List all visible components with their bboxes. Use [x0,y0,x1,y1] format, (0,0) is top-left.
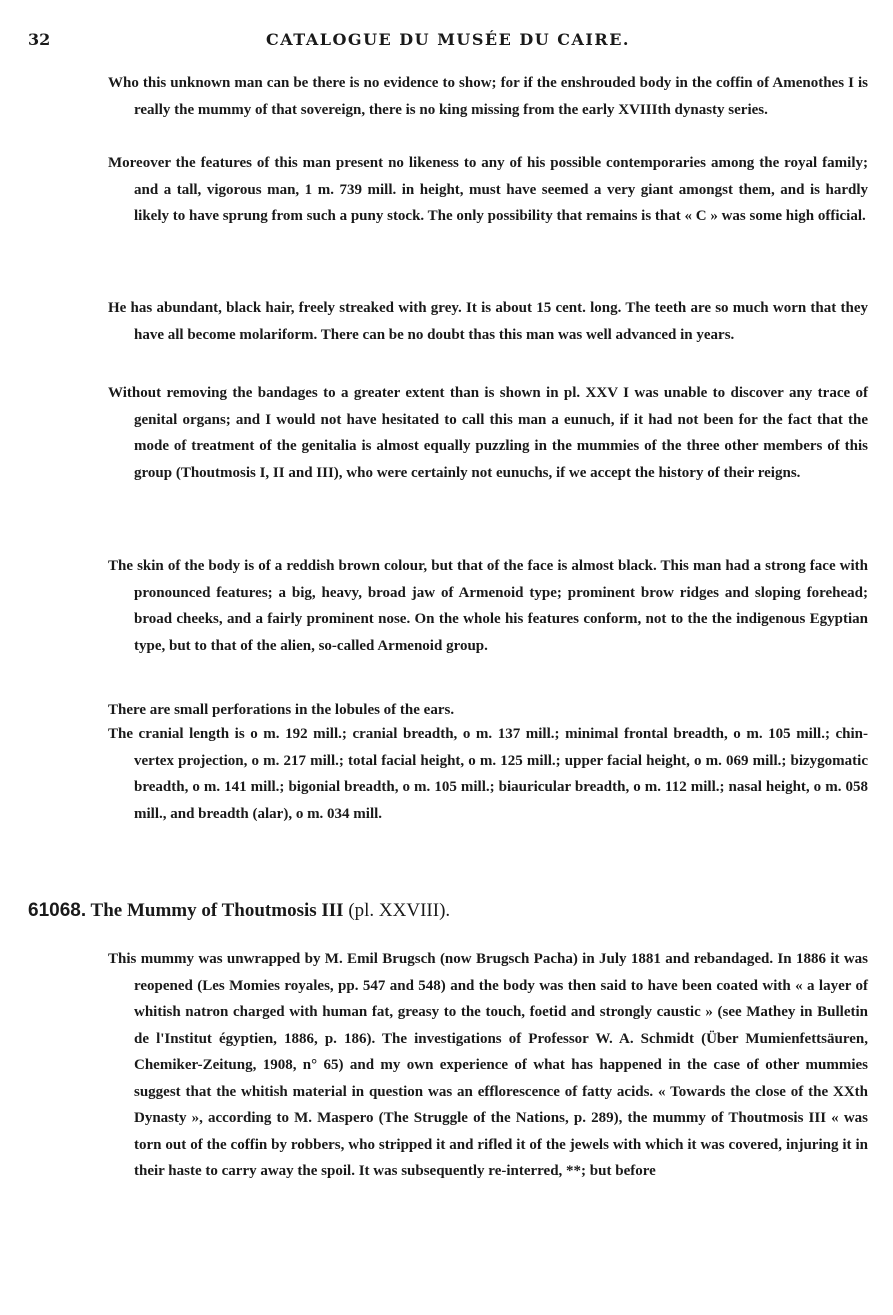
paragraph-skin-face: The skin of the body is of a reddish brown colour, but that of the face is almost black. This man had a strong face with pronounced features; a big, heavy, broad jaw of Armenoid type; prominent brow ridges and sloping forehead; broad cheeks, and a fairly prominent nose. On the whole his features conform, not to the the indigenous Egyptian type, but to that of the alien, so-called Armenoid group. [108,558,868,654]
paragraph-hair-teeth: He has abundant, black hair, freely streaked with grey. It is about 15 cent. long. The teeth are so much worn that they have all become molariform. There can be no doubt thas this man was well advanced in years. [108,300,868,343]
entry-plate-reference: (pl. XXVIII). [348,900,451,921]
entry-heading [28,900,450,922]
paragraph-features: Moreover the features of this man present no likeness to any of his possible contemporaries among the royal family; and a tall, vigorous man, 1 m. 739 mill. in height, must have seemed a very giant amongst them, and is hardly likely to have sprung from such a puny stock. The only possibility that remains is that « C » was some high official. [108,155,868,224]
paragraph-thoutmosis-iii: This mummy was unwrapped by M. Emil Brugsch (now Brugsch Pacha) in July 1881 and rebandaged. In 1886 it was reopened (Les Momies royales, pp. 547 and 548) and the body was then said to have been coated with « a layer of whitish natron charged with human fat, greasy to the touch, foetid and strongly caustic » (see Mathey in Bulletin de l'Institut égyptien, 1886, p. 186). The investigations of Professor W. A. Schmidt (Über Mumienfettsäuren, Chemiker-Zeitung, 1908, n° 65) and my own experience of what has happened in the case of other mummies suggest that the whitish material in question was an efflorescence of fatty acids. « Towards the close of the XXth Dynasty », according to M. Maspero (The Struggle of the Nations, p. 289), the mummy of Thoutmosis III « was torn out of the coffin by robbers, who stripped it and rifled it of the jewels with which it was covered, injuring it in their haste to carry away the spoil. It was subsequently re-interred, **; but before [108,951,868,1179]
running-title: CATALOGUE DU MUSÉE DU CAIRE. [266,30,630,49]
page-number: 32 [28,30,51,49]
paragraph-ear-perforations: There are small perforations in the lobules of the ears. [108,702,455,718]
paragraph-identity: Who this unknown man can be there is no evidence to show; for if the enshrouded body in the coffin of Amenothes I is really the mummy of that sovereign, there is no king missing from the early XVIIIth dynasty series. [108,75,868,118]
paragraph-measurements: The cranial length is o m. 192 mill.; cranial breadth, o m. 137 mill.; minimal frontal breadth, o m. 105 mill.; chin-vertex projection, o m. 217 mill.; total facial height, o m. 125 mill.; upper facial height, o m. 069 mill.; bizygomatic breadth, o m. 141 mill.; bigonial breadth, o m. 105 mill.; biauricular breadth, o m. 112 mill.; nasal height, o m. 058 mill., and breadth (alar), o m. 034 mill. [108,726,868,822]
entry-title: The Mummy of Thoutmosis III [90,900,344,921]
paragraph-bandages: Without removing the bandages to a greater extent than is shown in pl. XXV I was unable to discover any trace of genital organs; and I would not have hesitated to call this man a eunuch, if it had not been for the fact that the mode of treatment of the genitalia is almost equally puzzling in the mummies of the three other members of this group (Thoutmosis I, II and III), who were certainly not eunuchs, if we accept the history of their reigns. [108,385,868,481]
entry-number: 61068. [28,900,87,921]
page-header [28,30,868,54]
